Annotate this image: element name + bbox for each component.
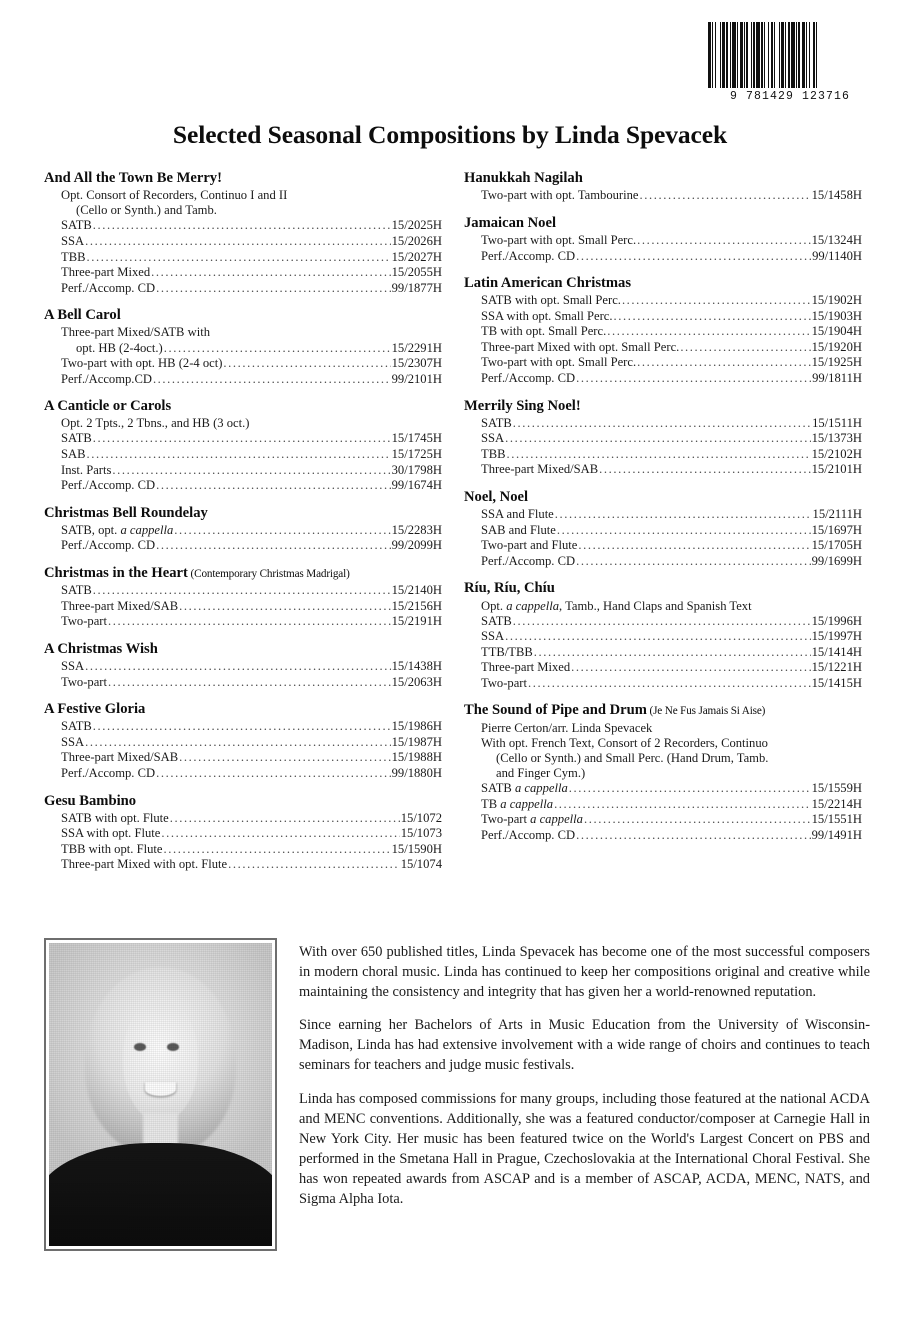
entry-label: TBB (481, 446, 506, 461)
entry-leader-dots (554, 797, 811, 813)
composer-bio (44, 938, 870, 1268)
entry-label: SSA (481, 431, 505, 446)
entry-label: Three-part Mixed/SAB (61, 750, 179, 765)
catalog-entry (44, 478, 442, 494)
entry-label: SAB and Flute (481, 522, 556, 537)
catalog-entry (44, 583, 442, 599)
entry-catalog-number: 15/1458H (811, 188, 862, 203)
entry-catalog-number: 15/1511H (812, 415, 862, 430)
entry-leader-dots (578, 538, 810, 554)
entry-leader-dots (112, 463, 390, 479)
entry-leader-dots (228, 857, 400, 873)
entry-leader-dots (174, 523, 390, 539)
entry-leader-dots (93, 719, 391, 735)
entry-catalog-number: 99/2099H (391, 538, 442, 553)
catalog-entry (44, 523, 442, 539)
entry-label: Three-part Mixed/SAB (61, 598, 179, 613)
entry-catalog-number: 15/2101H (811, 462, 862, 477)
entry-label: Three-part Mixed with opt. Flute (61, 857, 228, 872)
entry-label: SATB (481, 613, 512, 628)
entry-catalog-number: 15/1074 (400, 857, 442, 872)
catalog-entry (44, 826, 442, 842)
entry-leader-dots (85, 234, 391, 250)
entry-catalog-number: 15/2140H (391, 583, 442, 598)
catalog-work (44, 701, 442, 781)
entry-label: Two-part (61, 614, 107, 629)
work-note: Opt. a cappella, Tamb., Hand Claps and Spanish Text (481, 598, 752, 613)
work-title: A Christmas Wish (44, 640, 158, 657)
entry-label: Two-part and Flute (481, 538, 578, 553)
catalog-work (464, 398, 862, 478)
barcode-digits: 9 781429 123716 (729, 90, 851, 103)
entry-leader-dots (108, 675, 391, 691)
entry-leader-dots (576, 828, 811, 844)
entry-leader-dots (223, 356, 390, 372)
entry-leader-dots (161, 826, 399, 842)
entry-label: SATB (481, 415, 512, 430)
entry-label: SATB, opt. a cappella (61, 522, 174, 537)
entry-label: SATB (61, 719, 92, 734)
work-note: Three-part Mixed/SATB with (61, 325, 210, 340)
entry-catalog-number: 15/1551H (811, 812, 862, 827)
entry-catalog-number: 15/2191H (391, 614, 442, 629)
entry-catalog-number: 15/1697H (811, 522, 862, 537)
entry-catalog-number: 15/1925H (811, 355, 862, 370)
entry-catalog-number: 15/1590H (391, 841, 442, 856)
entry-label: SATB (61, 583, 92, 598)
entry-label: Two-part with opt. Small Perc. (481, 232, 637, 247)
catalog-entry (44, 372, 442, 388)
entry-leader-dots (637, 355, 811, 371)
entry-catalog-number: 15/2026H (391, 233, 442, 248)
catalog-entry (464, 538, 862, 554)
entry-catalog-number: 15/1414H (811, 644, 862, 659)
catalog-entry (44, 463, 442, 479)
work-note: Opt. 2 Tpts., 2 Tbns., and HB (3 oct.) (61, 416, 250, 431)
entry-catalog-number: 15/1996H (811, 613, 862, 628)
work-title: Ríu, Ríu, Chíu (464, 580, 555, 597)
work-title: A Canticle or Carols (44, 398, 172, 415)
entry-label: Perf./Accomp. CD (481, 827, 576, 842)
entry-leader-dots (170, 811, 400, 827)
work-subtitle: (Contemporary Christmas Madrigal) (187, 567, 350, 580)
entry-leader-dots (156, 478, 391, 494)
work-note: (Cello or Synth.) and Small Perc. (Hand Drum, Tamb. (496, 750, 769, 765)
barcode (704, 22, 876, 103)
entry-catalog-number: 15/2291H (391, 340, 442, 355)
catalog-entry (464, 629, 862, 645)
catalog-entry (464, 812, 862, 828)
catalog-entry (464, 676, 862, 692)
catalog-entry (464, 416, 862, 432)
catalog-entry (44, 735, 442, 751)
entry-leader-dots (557, 523, 811, 539)
entry-catalog-number: 15/1073 (400, 826, 442, 841)
entry-label: opt. HB (2-4oct.) (76, 340, 163, 355)
barcode-bars (704, 22, 876, 88)
entry-catalog-number: 15/2156H (391, 598, 442, 613)
entry-leader-dots (569, 781, 811, 797)
entry-catalog-number: 15/2283H (391, 522, 442, 537)
catalog-entry (464, 660, 862, 676)
catalog-work (464, 702, 862, 843)
entry-label: SATB (61, 431, 92, 446)
entry-label: Three-part Mixed (61, 265, 151, 280)
entry-catalog-number: 99/1699H (811, 553, 862, 568)
catalog-entry (464, 233, 862, 249)
work-title: The Sound of Pipe and Drum (Je Ne Fus Jamais Si Aise) (464, 702, 766, 719)
entry-leader-dots (179, 750, 390, 766)
entry-catalog-number: 15/2307H (391, 356, 442, 371)
entry-catalog-number: 15/1902H (811, 293, 862, 308)
entry-leader-dots (614, 309, 811, 325)
entry-label: Perf./Accomp. CD (61, 766, 156, 780)
entry-leader-dots (640, 188, 811, 204)
entry-catalog-number: 99/1491H (811, 827, 862, 842)
entry-label: SSA with opt. Small Perc. (481, 308, 613, 323)
entry-label: Inst. Parts (61, 462, 112, 477)
work-note: With opt. French Text, Consort of 2 Recorders, Continuo (481, 735, 768, 750)
catalog-work (44, 398, 442, 494)
entry-label: SSA (481, 629, 505, 644)
barcode-bar (817, 22, 821, 88)
work-title: A Festive Gloria (44, 701, 146, 718)
catalog-entry (464, 293, 862, 309)
entry-label: SSA with opt. Flute (61, 826, 161, 841)
entry-leader-dots (571, 660, 810, 676)
entry-leader-dots (156, 766, 391, 782)
entry-label: SSA (61, 233, 85, 248)
catalog-work (44, 170, 442, 296)
entry-label: Two-part (61, 674, 107, 689)
entry-leader-dots (513, 614, 811, 630)
entry-catalog-number: 15/1987H (391, 734, 442, 749)
entry-catalog-number: 99/2101H (391, 371, 442, 386)
catalog-entry (464, 507, 862, 523)
catalog-entry (464, 188, 862, 204)
work-note: (Cello or Synth.) and Tamb. (76, 203, 217, 218)
entry-catalog-number: 30/1798H (391, 462, 442, 477)
work-title: Gesu Bambino (44, 792, 137, 809)
entry-catalog-number: 15/1997H (811, 629, 862, 644)
entry-label: Perf./Accomp. CD (61, 538, 156, 553)
catalog-work (464, 275, 862, 387)
catalog-entry (44, 857, 442, 873)
catalog-entry (464, 462, 862, 478)
bio-paragraph: With over 650 published titles, Linda Spevacek has become one of the most successful composers in modern choral music. Linda has continued to keep her compositions original and creative while maintaining the consistency and integrity that has given her a world-renowned reputation. (299, 944, 870, 1001)
bio-paragraphs (299, 938, 870, 1268)
entry-catalog-number: 15/1904H (811, 324, 862, 339)
entry-catalog-number: 15/1221H (811, 660, 862, 675)
entry-leader-dots (153, 372, 391, 388)
entry-leader-dots (599, 462, 810, 478)
entry-leader-dots (555, 507, 812, 523)
entry-label: SATB a cappella (481, 781, 568, 796)
entry-label: SSA (61, 659, 85, 674)
entry-label: TB a cappella (481, 796, 554, 811)
entry-leader-dots (93, 583, 391, 599)
catalog-entry (464, 371, 862, 387)
entry-label: SATB (61, 218, 92, 233)
work-title: And All the Town Be Merry! (44, 170, 222, 186)
catalog-entry (44, 431, 442, 447)
catalog-entry (44, 842, 442, 858)
catalog-column-right (464, 170, 862, 930)
work-note: Pierre Certon/arr. Linda Spevacek (481, 720, 653, 735)
catalog-entry (44, 599, 442, 615)
entry-label: Three-part Mixed/SAB (481, 462, 599, 477)
catalog-entry (464, 447, 862, 463)
catalog-entry (44, 811, 442, 827)
work-title: Noel, Noel (464, 488, 529, 505)
catalog-work (44, 307, 442, 387)
entry-label: Perf./Accomp.CD (61, 371, 152, 386)
work-title: Jamaican Noel (464, 214, 557, 231)
entry-label: TBB (61, 249, 86, 264)
entry-leader-dots (108, 614, 391, 630)
catalog-entry (44, 356, 442, 372)
entry-catalog-number: 99/1880H (391, 766, 442, 780)
entry-catalog-number: 15/1903H (811, 308, 862, 323)
entry-label: SATB with opt. Flute (61, 810, 169, 825)
work-title: Christmas Bell Roundelay (44, 504, 208, 521)
catalog-entry (44, 341, 442, 357)
entry-leader-dots (85, 735, 391, 751)
entry-catalog-number: 99/1877H (391, 280, 442, 295)
catalog-entry (44, 750, 442, 766)
entry-leader-dots (93, 218, 391, 234)
entry-leader-dots (156, 281, 391, 297)
entry-label: Perf./Accomp. CD (481, 371, 576, 386)
catalog-entry (464, 309, 862, 325)
catalog-listing (44, 170, 870, 930)
catalog-column-left (44, 170, 442, 930)
entry-leader-dots (576, 554, 811, 570)
entry-catalog-number: 15/1920H (811, 339, 862, 354)
entry-catalog-number: 15/2027H (391, 249, 442, 264)
entry-leader-dots (607, 324, 810, 340)
entry-leader-dots (505, 629, 811, 645)
work-note: and Finger Cym.) (496, 766, 586, 780)
catalog-work (44, 565, 442, 630)
entry-leader-dots (164, 341, 391, 357)
entry-catalog-number: 15/1415H (811, 675, 862, 690)
catalog-work (44, 641, 442, 690)
entry-leader-dots (505, 431, 811, 447)
entry-leader-dots (513, 416, 811, 432)
catalog-entry (44, 218, 442, 234)
catalog-work (44, 793, 442, 873)
work-title: Hanukkah Nagilah (464, 170, 583, 186)
entry-label: TB with opt. Small Perc. (481, 324, 607, 339)
catalog-entry (464, 645, 862, 661)
entry-label: TTB/TBB (481, 644, 533, 659)
entry-catalog-number: 15/1745H (391, 431, 442, 446)
catalog-entry (44, 719, 442, 735)
work-title: A Bell Carol (44, 307, 121, 324)
catalog-work (464, 215, 862, 264)
entry-leader-dots (622, 293, 811, 309)
catalog-entry (464, 249, 862, 265)
entry-leader-dots (87, 447, 391, 463)
work-subtitle: (Je Ne Fus Jamais Si Aise) (646, 705, 766, 718)
catalog-entry (464, 614, 862, 630)
entry-catalog-number: 15/1725H (391, 447, 442, 462)
entry-label: Two-part with opt. HB (2-4 oct) (61, 356, 223, 371)
entry-leader-dots (507, 447, 811, 463)
catalog-entry (464, 554, 862, 570)
bio-paragraph: Linda has composed commissions for many groups, including those featured at the national ACDA and MENC conventions. Additionally, she was a featured conductor/composer at Carnegie Hall in New York City. Her music has been featured twice on the World's Largest Concert on PBS and performed in the Smetana Hall in Prague, Czechoslovakia at the International Choral Festival. She has won repeated awards from ASCAP and is a member of ASCAP, ACDA, MENC, NATS, and Sigma Alpha Iota. (299, 1090, 870, 1208)
composer-photo-frame (44, 938, 277, 1251)
composer-photo (49, 943, 272, 1246)
catalog-entry (44, 614, 442, 630)
entry-leader-dots (528, 676, 811, 692)
entry-leader-dots (156, 538, 391, 554)
entry-catalog-number: 15/2102H (811, 446, 862, 461)
entry-label: TBB with opt. Flute (61, 841, 163, 856)
entry-label: Three-part Mixed with opt. Small Perc. (481, 339, 680, 354)
catalog-work (464, 489, 862, 569)
entry-leader-dots (680, 340, 810, 356)
entry-label: Perf./Accomp. CD (481, 553, 576, 568)
catalog-entry (44, 250, 442, 266)
entry-catalog-number: 15/2063H (391, 674, 442, 689)
entry-label: SSA (61, 734, 85, 749)
catalog-entry (464, 355, 862, 371)
entry-leader-dots (576, 249, 811, 265)
entry-catalog-number: 15/2025H (391, 218, 442, 233)
entry-catalog-number: 15/1072 (400, 810, 442, 825)
work-title: Christmas in the Heart (Contemporary Christmas Madrigal) (44, 564, 350, 581)
entry-catalog-number: 15/2055H (391, 265, 442, 280)
entry-label: Perf./Accomp. CD (61, 478, 156, 493)
entry-label: SAB (61, 447, 86, 462)
catalog-entry (464, 340, 862, 356)
catalog-work (44, 505, 442, 554)
entry-leader-dots (163, 842, 390, 858)
photo-grain (49, 943, 272, 1246)
catalog-entry (44, 447, 442, 463)
catalog-entry (464, 431, 862, 447)
catalog-entry (464, 781, 862, 797)
entry-label: Two-part (481, 675, 527, 690)
entry-catalog-number: 15/1438H (391, 659, 442, 674)
catalog-entry (44, 675, 442, 691)
entry-catalog-number: 15/2214H (811, 796, 862, 811)
work-note: Opt. Consort of Recorders, Continuo I and II (61, 188, 288, 203)
entry-label: Perf./Accomp. CD (481, 248, 576, 263)
entry-catalog-number: 15/1705H (811, 538, 862, 553)
entry-leader-dots (637, 233, 811, 249)
entry-catalog-number: 15/1373H (811, 431, 862, 446)
entry-label: Two-part with opt. Tambourine (481, 188, 639, 203)
entry-catalog-number: 15/1324H (811, 232, 862, 247)
entry-catalog-number: 15/1986H (391, 719, 442, 734)
catalog-entry (44, 281, 442, 297)
catalog-entry (464, 324, 862, 340)
entry-catalog-number: 99/1811H (812, 371, 862, 386)
work-title: Merrily Sing Noel! (464, 397, 581, 414)
catalog-entry (44, 766, 442, 782)
catalog-entry (44, 265, 442, 281)
entry-catalog-number: 99/1674H (391, 478, 442, 493)
catalog-entry (44, 659, 442, 675)
catalog-entry (464, 828, 862, 844)
entry-leader-dots (87, 250, 391, 266)
entry-leader-dots (151, 265, 390, 281)
entry-label: SSA and Flute (481, 507, 554, 522)
catalog-entry (464, 797, 862, 813)
entry-leader-dots (584, 812, 811, 828)
entry-catalog-number: 15/1988H (391, 750, 442, 765)
entry-label: Two-part with opt. Small Perc. (481, 355, 637, 370)
page-title: Selected Seasonal Compositions by Linda Spevacek (172, 120, 728, 149)
entry-leader-dots (576, 371, 811, 387)
catalog-entry (44, 538, 442, 554)
bio-paragraph: Since earning her Bachelors of Arts in Music Education from the University of Wisconsin-Madison, Linda has had extensive involvement with a wide range of choirs and continues to teach seminars for teachers and judge music festivals. (299, 1017, 870, 1074)
entry-catalog-number: 15/2111H (812, 507, 862, 522)
catalog-work (464, 170, 862, 204)
entry-label: SATB with opt. Small Perc. (481, 293, 621, 308)
entry-leader-dots (179, 599, 390, 615)
work-title: Latin American Christmas (464, 275, 632, 292)
entry-catalog-number: 15/1559H (811, 781, 862, 796)
entry-catalog-number: 99/1140H (812, 248, 862, 263)
entry-leader-dots (93, 431, 391, 447)
catalog-work (464, 580, 862, 691)
catalog-entry (44, 234, 442, 250)
catalog-entry (464, 523, 862, 539)
entry-label: Two-part a cappella (481, 812, 583, 827)
entry-label: Three-part Mixed (481, 660, 571, 675)
entry-leader-dots (534, 645, 811, 661)
entry-label: Perf./Accomp. CD (61, 280, 156, 295)
entry-leader-dots (85, 659, 391, 675)
